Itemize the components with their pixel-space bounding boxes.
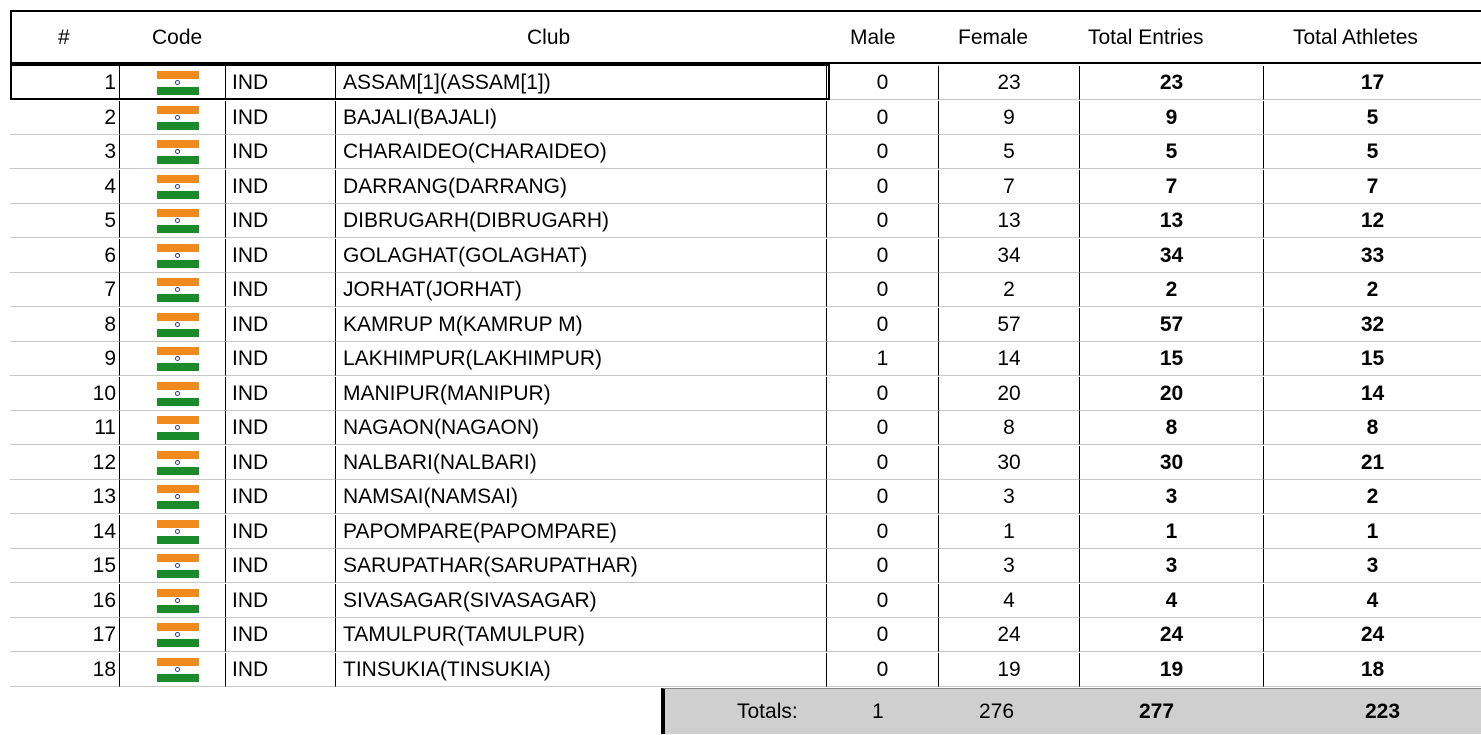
- total-entries: 15: [1079, 342, 1263, 376]
- male-count: 0: [826, 584, 938, 618]
- india-flag-icon: [157, 658, 199, 682]
- country-code: IND: [225, 170, 335, 204]
- india-flag-icon: [157, 106, 199, 130]
- table-row: [10, 377, 1481, 411]
- flag-cell: [120, 618, 225, 652]
- india-flag-icon: [157, 347, 199, 371]
- country-code: IND: [225, 446, 335, 480]
- male-count: 0: [826, 66, 938, 100]
- row-number: 5: [10, 204, 120, 238]
- row-number: 10: [10, 377, 120, 411]
- country-code: IND: [225, 618, 335, 652]
- total-entries: 3: [1079, 549, 1263, 583]
- total-athletes: 15: [1263, 342, 1481, 376]
- male-count: 0: [826, 308, 938, 342]
- totals-label: Totals:: [737, 700, 798, 723]
- country-code: IND: [225, 584, 335, 618]
- total-entries: 24: [1079, 618, 1263, 652]
- male-count: 0: [826, 204, 938, 238]
- male-count: 0: [826, 101, 938, 135]
- flag-cell: [120, 308, 225, 342]
- total-entries: 7: [1079, 170, 1263, 204]
- header-female: Female: [958, 26, 1029, 49]
- male-count: 0: [826, 377, 938, 411]
- country-code: IND: [225, 101, 335, 135]
- club-name: ASSAM[1](ASSAM[1]): [335, 66, 826, 100]
- flag-cell: [120, 653, 225, 687]
- club-name: MANIPUR(MANIPUR): [335, 377, 826, 411]
- club-name: NAMSAI(NAMSAI): [335, 480, 826, 514]
- male-count: 0: [826, 653, 938, 687]
- table-row: [10, 584, 1481, 618]
- totals-female: 276: [979, 700, 1015, 723]
- header-num: #: [58, 26, 70, 49]
- india-flag-icon: [157, 175, 199, 199]
- table-row: [10, 308, 1481, 342]
- totals-male: 1: [872, 700, 884, 723]
- table-row: [10, 342, 1481, 376]
- table-row: [10, 549, 1481, 583]
- row-number: 12: [10, 446, 120, 480]
- total-athletes: 2: [1263, 273, 1481, 307]
- total-athletes: 21: [1263, 446, 1481, 480]
- total-entries: 13: [1079, 204, 1263, 238]
- flag-cell: [120, 446, 225, 480]
- female-count: 4: [938, 584, 1079, 618]
- male-count: 0: [826, 480, 938, 514]
- country-code: IND: [225, 515, 335, 549]
- country-code: IND: [225, 239, 335, 273]
- country-code: IND: [225, 342, 335, 376]
- club-name: NAGAON(NAGAON): [335, 411, 826, 445]
- club-name: TAMULPUR(TAMULPUR): [335, 618, 826, 652]
- male-count: 0: [826, 239, 938, 273]
- total-athletes: 14: [1263, 377, 1481, 411]
- country-code: IND: [225, 66, 335, 100]
- female-count: 23: [938, 66, 1079, 100]
- table-header: [10, 10, 1481, 64]
- total-athletes: 1: [1263, 515, 1481, 549]
- table-row: [10, 515, 1481, 549]
- flag-cell: [120, 135, 225, 169]
- country-code: IND: [225, 135, 335, 169]
- total-athletes: 5: [1263, 135, 1481, 169]
- female-count: 19: [938, 653, 1079, 687]
- total-entries: 1: [1079, 515, 1263, 549]
- female-count: 2: [938, 273, 1079, 307]
- total-athletes: 24: [1263, 618, 1481, 652]
- club-name: CHARAIDEO(CHARAIDEO): [335, 135, 826, 169]
- flag-cell: [120, 342, 225, 376]
- india-flag-icon: [157, 244, 199, 268]
- india-flag-icon: [157, 623, 199, 647]
- table-row: [10, 411, 1481, 445]
- flag-cell: [120, 170, 225, 204]
- male-count: 0: [826, 273, 938, 307]
- row-number: 18: [10, 653, 120, 687]
- male-count: 1: [826, 342, 938, 376]
- female-count: 7: [938, 170, 1079, 204]
- total-entries: 4: [1079, 584, 1263, 618]
- club-name: DIBRUGARH(DIBRUGARH): [335, 204, 826, 238]
- table-row: [10, 204, 1481, 238]
- female-count: 14: [938, 342, 1079, 376]
- total-entries: 5: [1079, 135, 1263, 169]
- row-number: 8: [10, 308, 120, 342]
- row-number: 13: [10, 480, 120, 514]
- table-row: [10, 446, 1481, 480]
- male-count: 0: [826, 549, 938, 583]
- total-entries: 34: [1079, 239, 1263, 273]
- india-flag-icon: [157, 278, 199, 302]
- header-male: Male: [850, 26, 896, 49]
- country-code: IND: [225, 411, 335, 445]
- total-entries: 30: [1079, 446, 1263, 480]
- female-count: 30: [938, 446, 1079, 480]
- india-flag-icon: [157, 451, 199, 475]
- total-entries: 8: [1079, 411, 1263, 445]
- header-club: Club: [527, 26, 571, 49]
- female-count: 3: [938, 480, 1079, 514]
- club-name: TINSUKIA(TINSUKIA): [335, 653, 826, 687]
- totals-entries: 277: [1139, 700, 1175, 723]
- table-row: [10, 66, 1481, 100]
- row-number: 6: [10, 239, 120, 273]
- flag-cell: [120, 273, 225, 307]
- country-code: IND: [225, 308, 335, 342]
- total-athletes: 4: [1263, 584, 1481, 618]
- row-number: 16: [10, 584, 120, 618]
- club-name: DARRANG(DARRANG): [335, 170, 826, 204]
- india-flag-icon: [157, 554, 199, 578]
- row-number: 4: [10, 170, 120, 204]
- flag-cell: [120, 411, 225, 445]
- country-code: IND: [225, 204, 335, 238]
- male-count: 0: [826, 170, 938, 204]
- table-row: [10, 273, 1481, 307]
- total-athletes: 18: [1263, 653, 1481, 687]
- club-name: BAJALI(BAJALI): [335, 101, 826, 135]
- club-name: NALBARI(NALBARI): [335, 446, 826, 480]
- country-code: IND: [225, 273, 335, 307]
- female-count: 8: [938, 411, 1079, 445]
- header-total-entries: Total Entries: [1088, 26, 1204, 49]
- row-number: 14: [10, 515, 120, 549]
- female-count: 20: [938, 377, 1079, 411]
- club-name: SARUPATHAR(SARUPATHAR): [335, 549, 826, 583]
- flag-cell: [120, 584, 225, 618]
- row-number: 1: [10, 66, 120, 100]
- total-entries: 20: [1079, 377, 1263, 411]
- female-count: 24: [938, 618, 1079, 652]
- totals-athletes: 223: [1365, 700, 1401, 723]
- club-name: GOLAGHAT(GOLAGHAT): [335, 239, 826, 273]
- male-count: 0: [826, 446, 938, 480]
- table-row: [10, 170, 1481, 204]
- total-athletes: 12: [1263, 204, 1481, 238]
- country-code: IND: [225, 653, 335, 687]
- country-code: IND: [225, 549, 335, 583]
- total-entries: 2: [1079, 273, 1263, 307]
- male-count: 0: [826, 515, 938, 549]
- table-row: [10, 239, 1481, 273]
- row-number: 17: [10, 618, 120, 652]
- totals-row: [661, 688, 1481, 734]
- india-flag-icon: [157, 313, 199, 337]
- india-flag-icon: [157, 416, 199, 440]
- male-count: 0: [826, 135, 938, 169]
- total-athletes: 17: [1263, 66, 1481, 100]
- flag-cell: [120, 377, 225, 411]
- row-number: 15: [10, 549, 120, 583]
- table-row: [10, 480, 1481, 514]
- india-flag-icon: [157, 140, 199, 164]
- row-number: 7: [10, 273, 120, 307]
- total-entries: 57: [1079, 308, 1263, 342]
- club-name: PAPOMPARE(PAPOMPARE): [335, 515, 826, 549]
- flag-cell: [120, 66, 225, 100]
- female-count: 9: [938, 101, 1079, 135]
- flag-cell: [120, 480, 225, 514]
- flag-cell: [120, 549, 225, 583]
- total-entries: 9: [1079, 101, 1263, 135]
- country-code: IND: [225, 377, 335, 411]
- female-count: 1: [938, 515, 1079, 549]
- total-athletes: 32: [1263, 308, 1481, 342]
- table-row: [10, 135, 1481, 169]
- male-count: 0: [826, 618, 938, 652]
- flag-cell: [120, 101, 225, 135]
- table-row: [10, 101, 1481, 135]
- india-flag-icon: [157, 485, 199, 509]
- row-number: 11: [10, 411, 120, 445]
- row-number: 3: [10, 135, 120, 169]
- india-flag-icon: [157, 71, 199, 95]
- female-count: 34: [938, 239, 1079, 273]
- india-flag-icon: [157, 589, 199, 613]
- flag-cell: [120, 204, 225, 238]
- female-count: 5: [938, 135, 1079, 169]
- male-count: 0: [826, 411, 938, 445]
- club-name: SIVASAGAR(SIVASAGAR): [335, 584, 826, 618]
- row-number: 2: [10, 101, 120, 135]
- country-code: IND: [225, 480, 335, 514]
- flag-cell: [120, 515, 225, 549]
- total-athletes: 2: [1263, 480, 1481, 514]
- total-entries: 23: [1079, 66, 1263, 100]
- india-flag-icon: [157, 382, 199, 406]
- header-total-athletes: Total Athletes: [1293, 26, 1418, 49]
- total-entries: 19: [1079, 653, 1263, 687]
- female-count: 3: [938, 549, 1079, 583]
- female-count: 57: [938, 308, 1079, 342]
- total-athletes: 3: [1263, 549, 1481, 583]
- club-name: LAKHIMPUR(LAKHIMPUR): [335, 342, 826, 376]
- total-athletes: 33: [1263, 239, 1481, 273]
- total-athletes: 7: [1263, 170, 1481, 204]
- table-row: [10, 618, 1481, 652]
- total-entries: 3: [1079, 480, 1263, 514]
- header-code: Code: [152, 26, 203, 49]
- club-name: KAMRUP M(KAMRUP M): [335, 308, 826, 342]
- india-flag-icon: [157, 209, 199, 233]
- female-count: 13: [938, 204, 1079, 238]
- table-row: [10, 653, 1481, 687]
- club-name: JORHAT(JORHAT): [335, 273, 826, 307]
- flag-cell: [120, 239, 225, 273]
- india-flag-icon: [157, 520, 199, 544]
- total-athletes: 5: [1263, 101, 1481, 135]
- total-athletes: 8: [1263, 411, 1481, 445]
- row-number: 9: [10, 342, 120, 376]
